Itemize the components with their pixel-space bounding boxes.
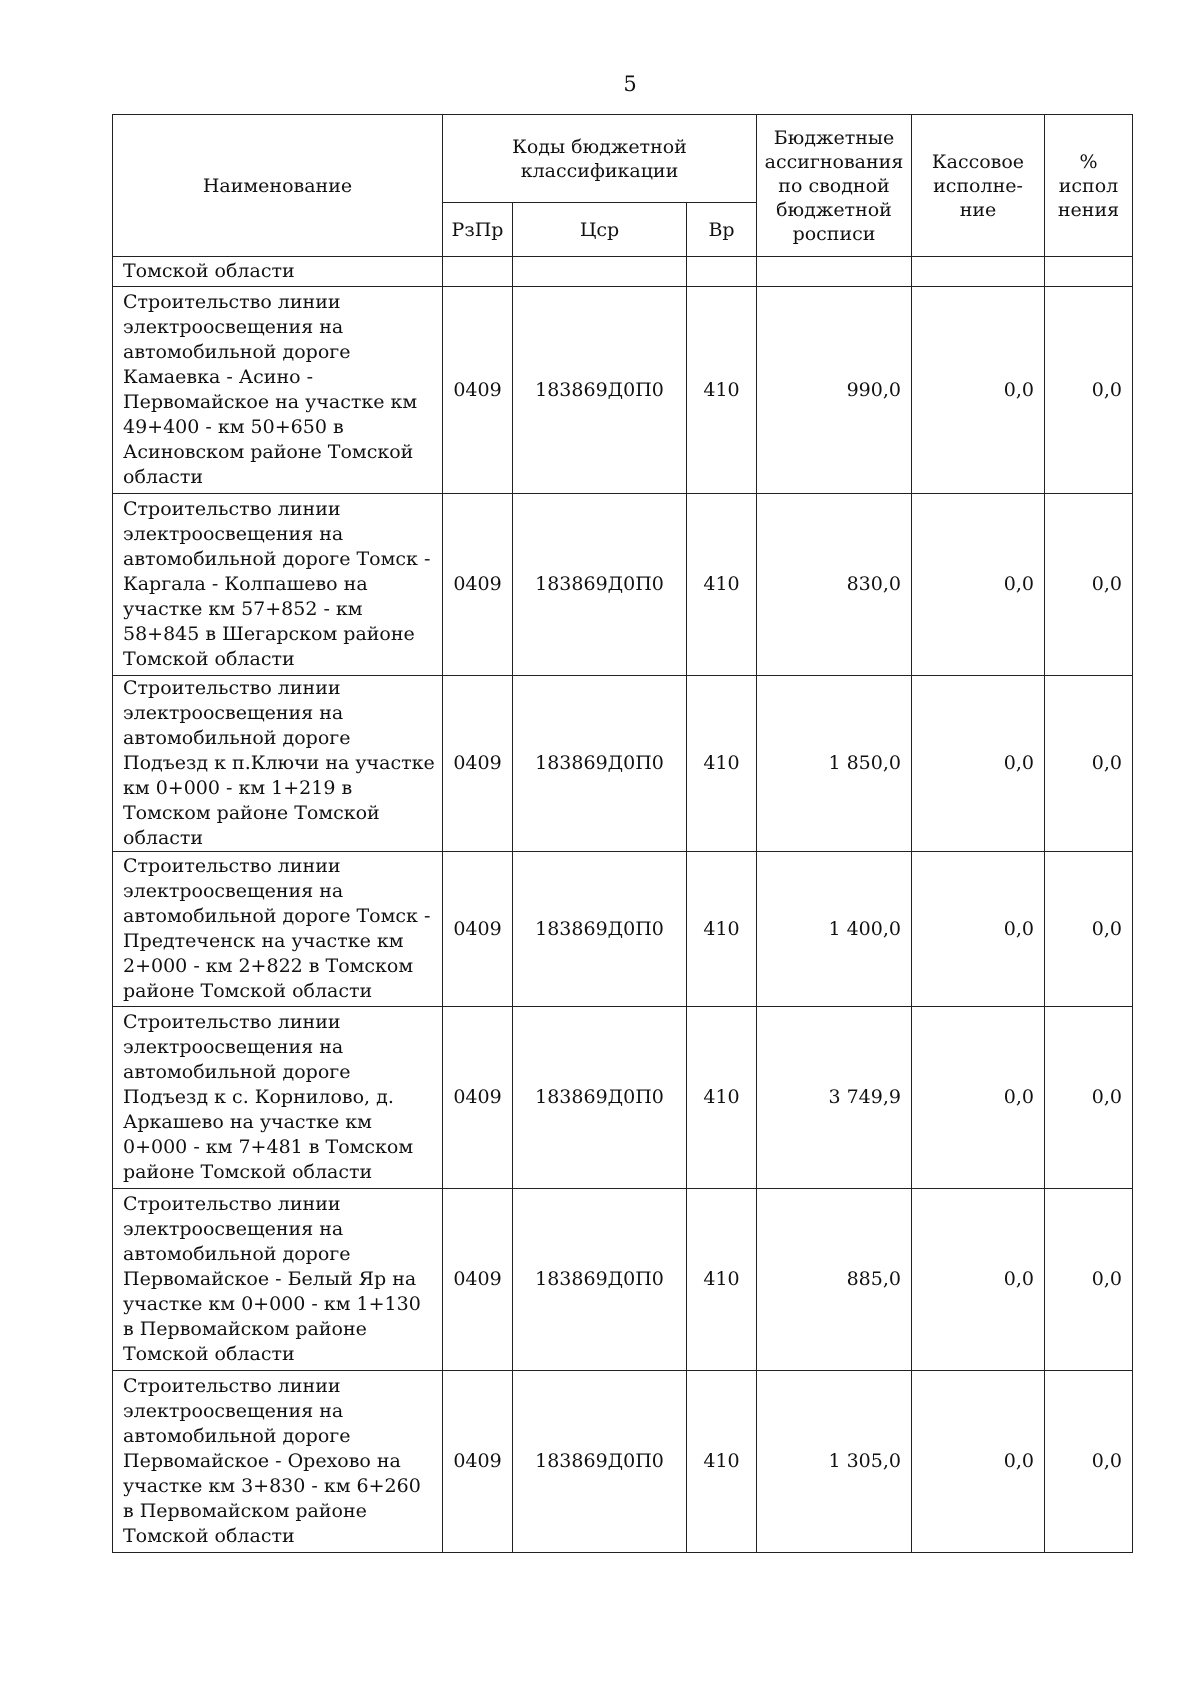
row-name: Строительство линии электроосвещения на автомобильной дороге Подъезд к п.Ключи на участке км 0+000 - км 1+219 в Томском районе Томской области bbox=[113, 676, 443, 852]
header-codes: Коды бюджетной классификации bbox=[443, 115, 757, 203]
continuation-name: Томской области bbox=[113, 257, 443, 287]
row-name: Строительство линии электроосвещения на автомобильной дороге Первомайское - Белый Яр на участке км 0+000 - км 1+130 в Первомайском районе Томской области bbox=[113, 1189, 443, 1371]
row-cash: 0,0 bbox=[912, 1189, 1045, 1371]
page-number: 5 bbox=[623, 72, 637, 96]
row-tsr: 183869Д0П0 bbox=[513, 676, 687, 852]
row-vr: 410 bbox=[687, 676, 757, 852]
row-budget: 990,0 bbox=[757, 287, 912, 494]
header-percent: % испол нения bbox=[1045, 115, 1133, 257]
row-budget: 1 400,0 bbox=[757, 852, 912, 1007]
row-vr: 410 bbox=[687, 1189, 757, 1371]
row-percent: 0,0 bbox=[1045, 676, 1133, 852]
row-percent: 0,0 bbox=[1045, 494, 1133, 676]
table-row bbox=[113, 1007, 1133, 1189]
header-budget: Бюджетные ассигнования по сводной бюджетной росписи bbox=[757, 115, 912, 257]
row-name: Строительство линии электроосвещения на автомобильной дороге Подъезд к с. Корнилово, д. Аркашево на участке км 0+000 - км 7+481 в Томском районе Томской области bbox=[113, 1007, 443, 1189]
row-rzpr: 0409 bbox=[443, 676, 513, 852]
table-row bbox=[113, 852, 1133, 1007]
table-row bbox=[113, 494, 1133, 676]
header-rzpr: РзПр bbox=[443, 203, 513, 257]
row-cash: 0,0 bbox=[912, 1371, 1045, 1553]
header-tsr: Цср bbox=[513, 203, 687, 257]
row-vr: 410 bbox=[687, 494, 757, 676]
row-percent: 0,0 bbox=[1045, 287, 1133, 494]
row-tsr: 183869Д0П0 bbox=[513, 287, 687, 494]
row-rzpr: 0409 bbox=[443, 287, 513, 494]
row-cash: 0,0 bbox=[912, 676, 1045, 852]
row-cash: 0,0 bbox=[912, 287, 1045, 494]
row-rzpr: 0409 bbox=[443, 494, 513, 676]
row-vr: 410 bbox=[687, 852, 757, 1007]
row-rzpr: 0409 bbox=[443, 1007, 513, 1189]
header-vr: Вр bbox=[687, 203, 757, 257]
header-name: Наименование bbox=[113, 115, 443, 257]
row-percent: 0,0 bbox=[1045, 1371, 1133, 1553]
row-budget: 885,0 bbox=[757, 1189, 912, 1371]
row-cash: 0,0 bbox=[912, 852, 1045, 1007]
row-budget: 3 749,9 bbox=[757, 1007, 912, 1189]
row-vr: 410 bbox=[687, 1371, 757, 1553]
row-vr: 410 bbox=[687, 287, 757, 494]
row-tsr: 183869Д0П0 bbox=[513, 1189, 687, 1371]
header-cash: Кассовое исполне-ние bbox=[912, 115, 1045, 257]
table-row-continuation bbox=[113, 257, 1133, 287]
row-percent: 0,0 bbox=[1045, 852, 1133, 1007]
row-rzpr: 0409 bbox=[443, 1189, 513, 1371]
row-tsr: 183869Д0П0 bbox=[513, 494, 687, 676]
row-name: Строительство линии электроосвещения на автомобильной дороге Томск - Предтеченск на участке км 2+000 - км 2+822 в Томском районе Томской области bbox=[113, 852, 443, 1007]
row-cash: 0,0 bbox=[912, 1007, 1045, 1189]
table-row bbox=[113, 1371, 1133, 1553]
row-rzpr: 0409 bbox=[443, 852, 513, 1007]
row-percent: 0,0 bbox=[1045, 1007, 1133, 1189]
row-tsr: 183869Д0П0 bbox=[513, 1007, 687, 1189]
row-tsr: 183869Д0П0 bbox=[513, 1371, 687, 1553]
row-budget: 1 305,0 bbox=[757, 1371, 912, 1553]
row-tsr: 183869Д0П0 bbox=[513, 852, 687, 1007]
row-rzpr: 0409 bbox=[443, 1371, 513, 1553]
budget-table bbox=[112, 114, 1133, 1553]
row-name: Строительство линии электроосвещения на автомобильной дороге Камаевка - Асино - Первомайское на участке км 49+400 - км 50+650 в Асиновском районе Томской области bbox=[113, 287, 443, 494]
row-name: Строительство линии электроосвещения на автомобильной дороге Первомайское - Орехово на участке км 3+830 - км 6+260 в Первомайском районе Томской области bbox=[113, 1371, 443, 1553]
row-percent: 0,0 bbox=[1045, 1189, 1133, 1371]
row-budget: 830,0 bbox=[757, 494, 912, 676]
table-row bbox=[113, 287, 1133, 494]
row-name: Строительство линии электроосвещения на автомобильной дороге Томск - Каргала - Колпашево на участке км 57+852 - км 58+845 в Шегарском районе Томской области bbox=[113, 494, 443, 676]
row-budget: 1 850,0 bbox=[757, 676, 912, 852]
row-vr: 410 bbox=[687, 1007, 757, 1189]
row-cash: 0,0 bbox=[912, 494, 1045, 676]
table-row bbox=[113, 676, 1133, 852]
table-row bbox=[113, 1189, 1133, 1371]
